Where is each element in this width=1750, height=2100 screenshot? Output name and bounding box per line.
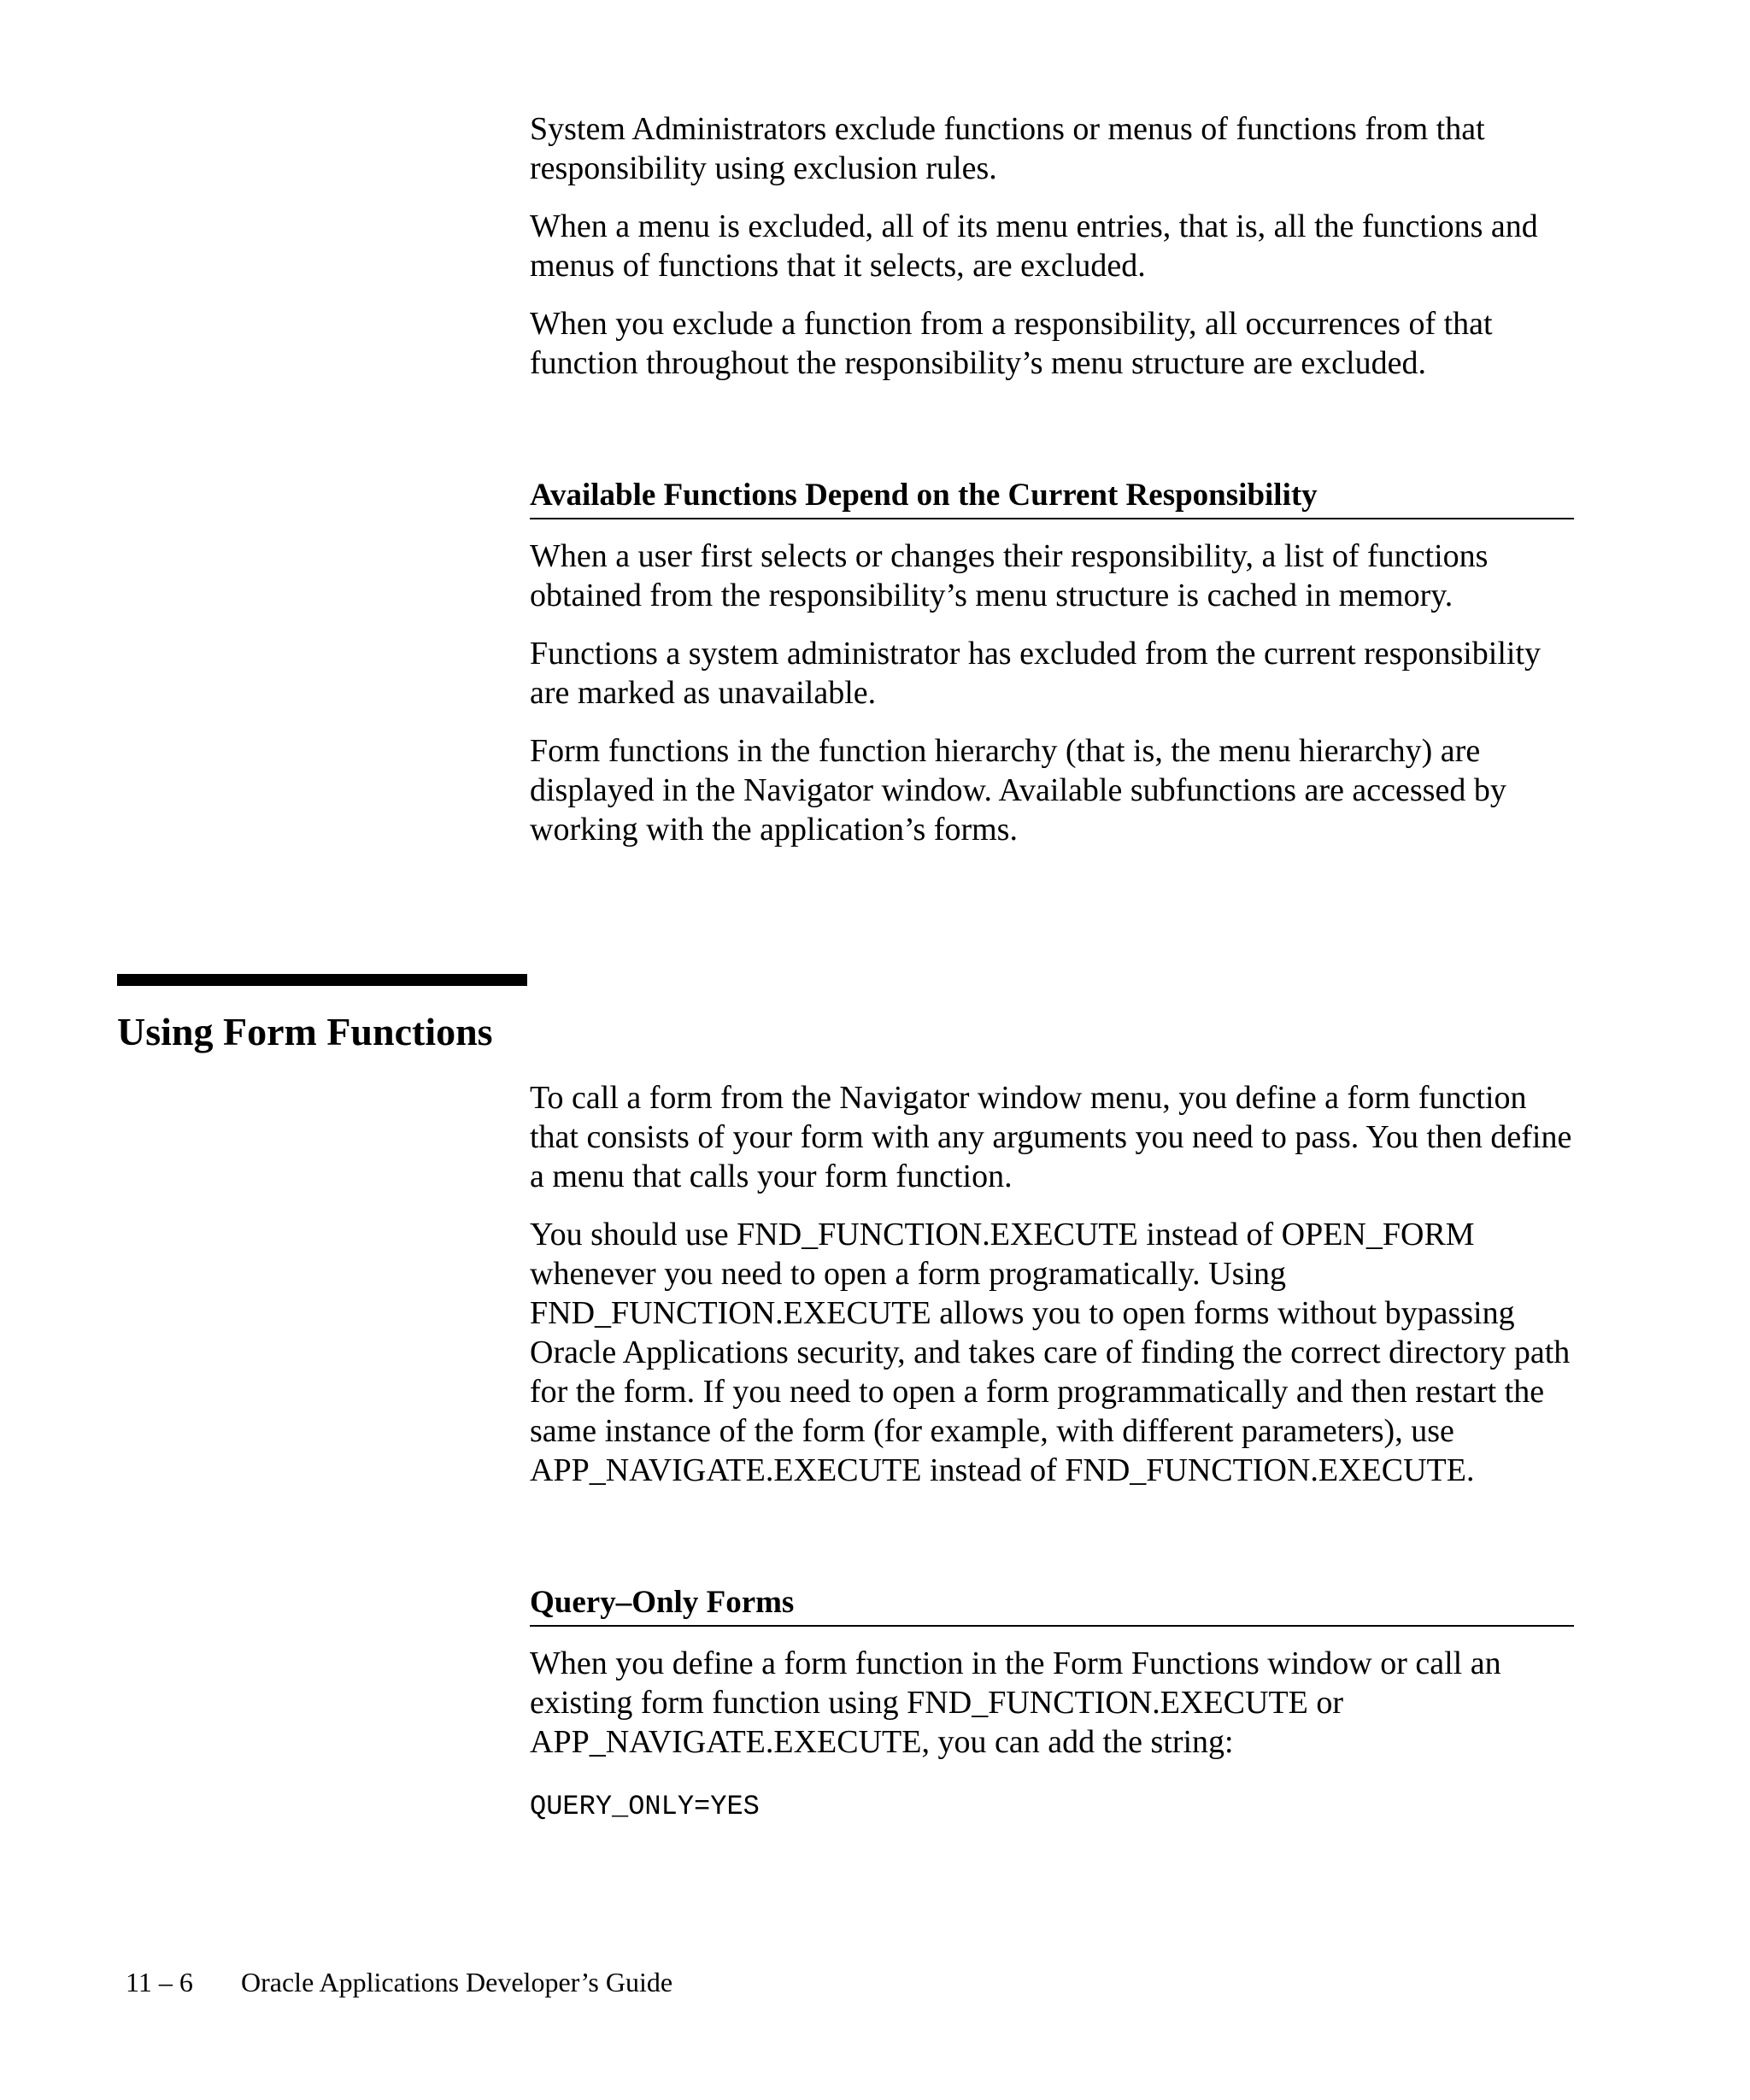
available-functions-text-block [530,537,1574,849]
section-title: Using Form Functions [117,1010,493,1053]
using-form-functions-text-block [530,1078,1574,1490]
intro-paragraph-2: When a menu is excluded, all of its menu entries, that is, all the functions and menus of functions that it selects, are excluded. [530,208,1538,284]
using-paragraph-1: To call a form from the Navigator window menu, you define a form function that consists of your form with any arguments you need to pass. You then define a menu that calls your form function. [530,1080,1572,1194]
available-paragraph-2: Functions a system administrator has excluded from the current responsibility are marked as unavailable. [530,636,1542,711]
footer-page-number: 11 – 6 [126,1967,193,1997]
subsection-heading-query-only: Query–Only Forms [530,1584,1574,1627]
using-paragraph-2: You should use FND_FUNCTION.EXECUTE instead of OPEN_FORM whenever you need to open a form programatically. Using FND_FUNCTION.EXECUTE allows you to open forms without bypassing Oracle Applications security, and takes care of finding the correct directory path for the form. If you need to open a form programmatically and then restart the same instance of the form (for example, with different parameters), use APP_NAVIGATE.EXECUTE instead of FND_FUNCTION.EXECUTE. [530,1217,1571,1488]
intro-text-block [530,109,1574,383]
available-paragraph-1: When a user first selects or changes their responsibility, a list of functions obtained from the responsibility’s menu structure is cached in memory. [530,538,1489,613]
available-paragraph-3: Form functions in the function hierarchy (that is, the menu hierarchy) are displayed in the Navigator window. Available subfunctions are accessed by working with the application’s forms. [530,733,1506,848]
intro-paragraph-1: System Administrators exclude functions or menus of functions from that responsibility using exclusion rules. [530,111,1485,186]
intro-paragraph-3: When you exclude a function from a responsibility, all occurrences of that function throughout the responsibility’s menu structure are excluded. [530,306,1493,381]
subsection-heading-available-functions: Available Functions Depend on the Current Responsibility [530,477,1574,519]
query-only-text-block [530,1644,1574,1762]
code-snippet: QUERY_ONLY=YES [530,1791,760,1822]
footer-book-title: Oracle Applications Developer’s Guide [241,1967,673,1997]
query-only-paragraph: When you define a form function in the Form Functions window or call an existing form function using FND_FUNCTION.EXECUTE or APP_NAVIGATE.EXECUTE, you can add the string: [530,1645,1501,1760]
section-rule-bar [117,974,527,986]
